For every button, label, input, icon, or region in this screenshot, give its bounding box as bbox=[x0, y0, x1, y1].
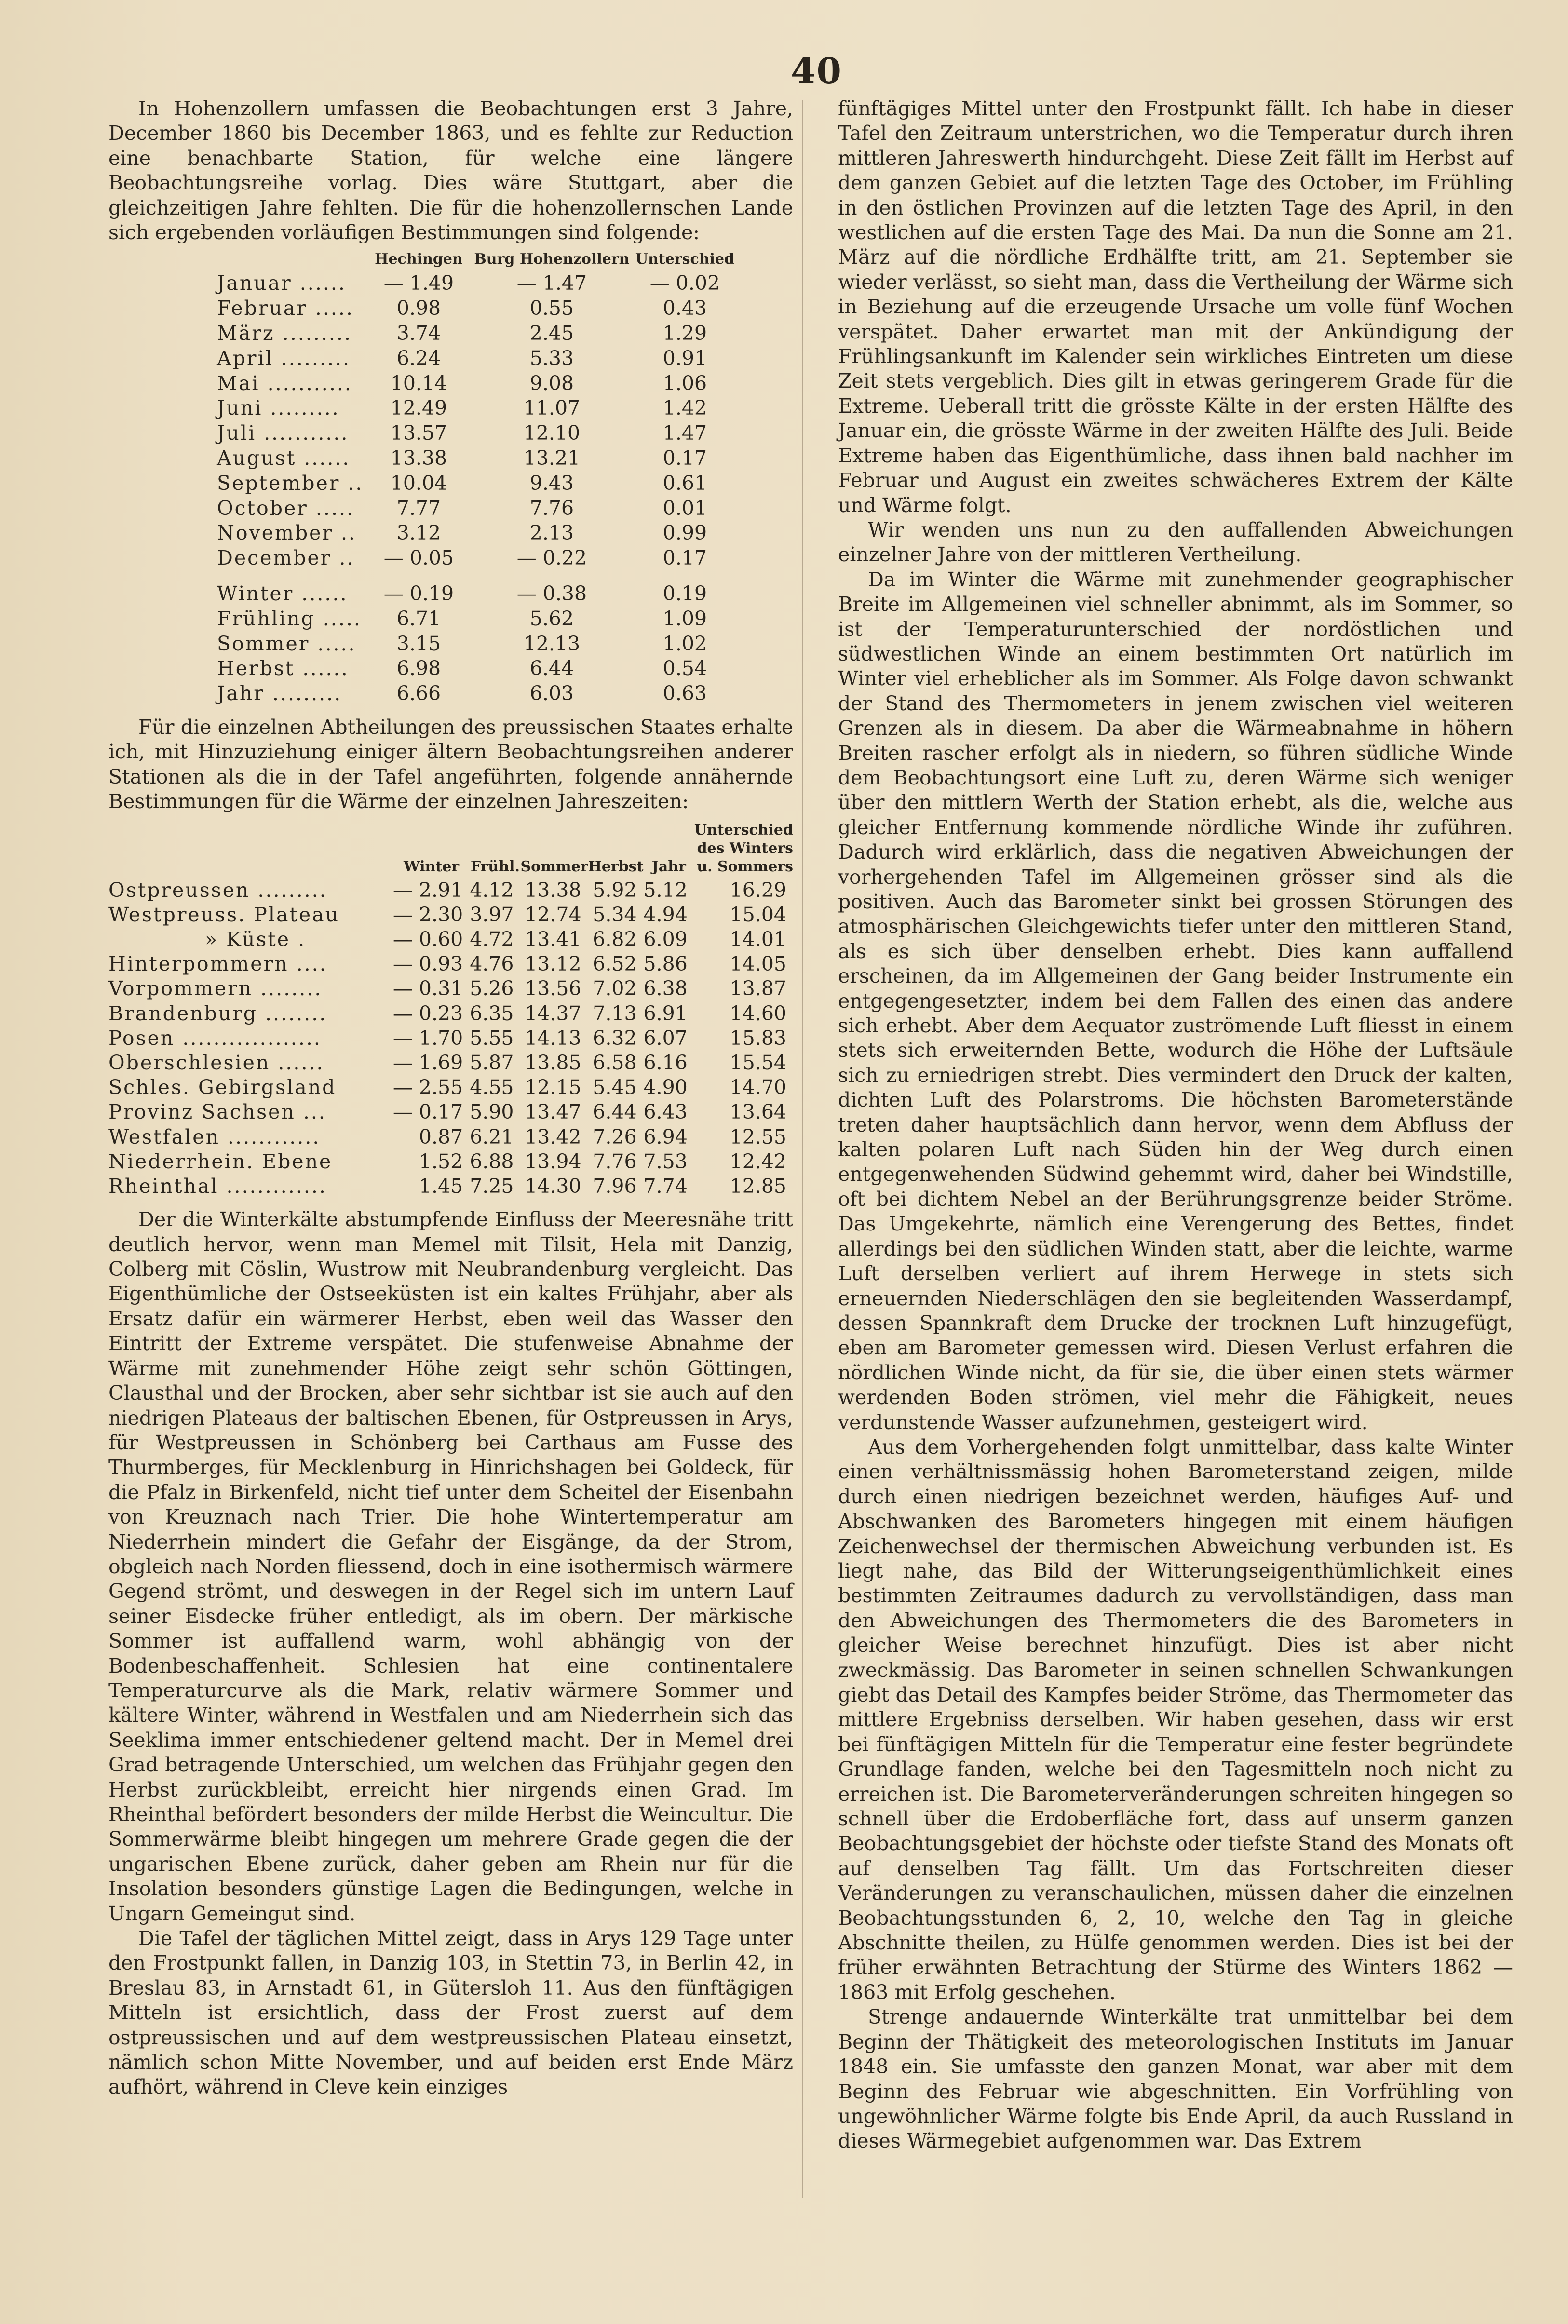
cell: 14.13 bbox=[525, 1026, 581, 1050]
cell: 6.91 bbox=[643, 1001, 688, 1025]
cell: 2.45 bbox=[529, 322, 574, 345]
table-row bbox=[217, 471, 740, 496]
hohenzollern-table bbox=[217, 251, 740, 706]
cell: 12.85 bbox=[730, 1175, 786, 1198]
cell: 4.94 bbox=[643, 903, 688, 926]
cell: 14.30 bbox=[525, 1175, 581, 1198]
cell: 6.38 bbox=[643, 977, 688, 1000]
cell: 3.74 bbox=[396, 322, 441, 345]
table-row bbox=[108, 1125, 793, 1149]
cell: — 0.02 bbox=[649, 271, 720, 295]
row-label: Herbst ...... bbox=[217, 657, 349, 680]
cell: 0.98 bbox=[396, 297, 441, 320]
cell: 4.12 bbox=[470, 878, 514, 902]
cell: 15.54 bbox=[730, 1051, 786, 1075]
table-row bbox=[217, 396, 740, 421]
table-header: Unterschied des Winters u. Sommers bbox=[694, 821, 793, 875]
cell: 0.63 bbox=[662, 682, 707, 705]
table-row bbox=[108, 952, 793, 976]
cell: 5.26 bbox=[470, 977, 514, 1000]
cell: 0.43 bbox=[662, 297, 707, 320]
cell: 12.10 bbox=[523, 421, 581, 445]
cell: 10.14 bbox=[390, 371, 447, 395]
page-number: 40 bbox=[791, 51, 842, 92]
row-label: Rheinthal ............. bbox=[108, 1175, 327, 1198]
cell: 14.70 bbox=[730, 1076, 786, 1099]
table-header-row bbox=[217, 251, 740, 271]
cell: 6.44 bbox=[529, 657, 574, 680]
cell: 1.09 bbox=[662, 607, 707, 630]
paragraph: Für die einzelnen Abtheilungen des preussischen Staates erhalte ich, mit Hinzuziehung einiger ältern Beobachtungsreihen anderer Stationen als die in der Tafel angeführten, folgende annähernde Bestimmungen für die Wärme der einzelnen Jahreszeiten: bbox=[108, 715, 793, 813]
row-label: November .. bbox=[217, 521, 357, 545]
cell: 5.45 bbox=[593, 1076, 637, 1099]
cell: 5.33 bbox=[529, 346, 574, 370]
cell: 7.76 bbox=[529, 496, 574, 520]
row-label: Frühling ..... bbox=[217, 607, 362, 630]
cell: — 0.93 bbox=[392, 952, 463, 976]
cell: 16.29 bbox=[730, 878, 786, 902]
table-row bbox=[217, 296, 740, 321]
cell: 6.07 bbox=[643, 1026, 688, 1050]
cell: 0.87 bbox=[419, 1125, 463, 1148]
prussia-seasons-table bbox=[108, 821, 793, 1199]
table-header: Winter bbox=[403, 858, 460, 875]
table-header: Herbst bbox=[588, 858, 644, 875]
cell: — 2.55 bbox=[392, 1076, 463, 1099]
cell: 13.87 bbox=[730, 977, 786, 1000]
cell: 1.06 bbox=[662, 371, 707, 395]
row-label: Oberschlesien ...... bbox=[108, 1051, 324, 1075]
row-label: August ...... bbox=[217, 446, 351, 470]
cell: 6.71 bbox=[396, 607, 441, 630]
cell: 6.88 bbox=[470, 1149, 514, 1173]
paragraph: Da im Winter die Wärme mit zunehmender geographischer Breite im Allgemeinen viel schneller abnimmt, als im Sommer, so ist der Temperaturunterschied der nordöstlichen und südwestlichen Winde an einem bestimmten Ort natürlich im Winter viel erheblicher als im Sommer. Als Folge davon schwankt der Stand des Thermometers in jenem zwischen viel weiteren Grenzen als in diesem. Da aber die Wärmeabnahme in höhern Breiten rascher erfolgt als in niedern, so führen südliche Winde dem Beobachtungsort eine Luft zu, deren Wärme sich weniger über den mittlern Werth der Station erhebt, als die, welche aus gleicher Entfernung kommende nördliche Winde ihr zuführen. Dadurch wird erklärlich, dass die negativen Abweichungen der vorhergehenden Tafel im Allgemeinen grösser sind als die positiven. Auch das Barometer sinkt bei grossen Störungen des atmosphärischen Gleichgewichts tiefer unter den mittleren Stand, als es sich über denselben erhebt. Dies kann auffallend erscheinen, da im Allgemeinen der Gang beider Instrumente ein entgegengesetzter, indem bei dem Fallen des einen das andere sich erhebt. Aber dem Aequator zuströmende Luft fliesst in einem stets sich erweiternden Bette, wodurch die Höhe der Luftsäule sich zu erniedrigen strebt. Dies vermindert den Druck der kalten, dichten Luft des Polarstroms. Die höchsten Barometerstände treten daher hauptsächlich dann hervor, wenn dem Abfluss der kalten polaren Luft nach Süden hin der Weg durch einen entgegenwehenden Südwind gehemmt wird, daher bei Windstille, oft bei dichtem Nebel an der Berührungsgrenze beider Ströme. Das Umgekehrte, nämlich eine Verengerung des Bettes, findet allerdings bei den südlichen Winden statt, aber die leichte, warme Luft derselben verliert auf ihrem Herwege in stets sich erneuernden Niederschlägen den sie begleitenden Wasserdampf, dessen Spannkraft dem Drucke der trocknen Luft hinzugefügt, eben am Barometer gemessen wird. Diesen Verlust erfahren die nördlichen Winde nicht, da für sie, die über einen stets wärmer werdenden Boden strömen, viel mehr die Fähigkeit, neues verdunstende Wasser aufzunehmen, gesteigert wird. bbox=[838, 567, 1513, 1434]
table-row bbox=[108, 1075, 793, 1100]
cell: 1.29 bbox=[662, 322, 707, 345]
cell: — 0.23 bbox=[392, 1001, 463, 1025]
table-row bbox=[217, 607, 740, 632]
cell: 7.77 bbox=[396, 496, 441, 520]
cell: 12.49 bbox=[390, 396, 447, 420]
cell: 0.19 bbox=[662, 582, 707, 605]
cell: 7.26 bbox=[593, 1125, 637, 1148]
row-label: September .. bbox=[217, 471, 364, 495]
paragraph: Der die Winterkälte abstumpfende Einfluss der Meeresnähe tritt deutlich hervor, wenn man Memel mit Tilsit, Hela mit Danzig, Colberg mit Cöslin, Wustrow mit Neubrandenburg vergleicht. Das Eigenthümliche der Ostseeküsten ist ein kaltes Frühjahr, aber als Ersatz dafür ein wärmerer Herbst, eben weil das Wasser den Eintritt der Extreme verspätet. Die stufenweise Abnahme der Wärme mit zunehmender Höhe zeigt sehr schön Göttingen, Clausthal und der Brocken, aber sehr sichtbar ist sie auch auf den niedrigen Plateaus der baltischen Ebenen, für Ostpreussen in Arys, für Westpreussen in Schönberg bei Carthaus am Fusse des Thurmberges, für Mecklenburg in Hinrichshagen bei Goldeck, für die Pfalz in Birkenfeld, nicht tief unter dem Scheitel der Eisenbahn von Kreuznach nach Trier. Die hohe Wintertemperatur am Niederrhein mindert die Gefahr der Eisgänge, da der Strom, obgleich nach Norden fliessend, doch in eine isothermisch wärmere Gegend strömt, und deswegen in der Regel sich im untern Lauf seiner Eisdecke früher entledigt, als im obern. Der märkische Sommer ist auffallend warm, wohl abhängig von der Bodenbeschaffenheit. Schlesien hat eine continentalere Temperaturcurve als die Mark, relativ wärmere Sommer und kältere Winter, während in Westfalen und am Niederrhein sich das Seeklima immer entschiedener geltend macht. Der in Memel drei Grad betragende Unterschied, um welchen das Frühjahr gegen den Herbst zurückbleibt, erreicht hier nirgends einen Grad. Im Rheinthal befördert besonders der milde Herbst die Weincultur. Die Sommerwärme bleibt hingegen um mehrere Grade gegen die der ungarischen Ebene zurück, daher geben am Rhein nur für die Insolation besonders günstige Lagen die Bedingungen, welche in Ungarn Gemeingut sind. bbox=[108, 1208, 793, 1925]
cell: 6.44 bbox=[593, 1100, 637, 1124]
intro-paragraph: In Hohenzollern umfassen die Beobachtungen erst 3 Jahre, December 1860 bis December 1863, und es fehlte zur Reduction eine benachbarte Station, für welche eine längere Beobachtungsreihe vorlag. Dies wäre Stuttgart, aber die gleichzeitigen Jahre fehlten. Die für die hohenzollernschen Lande sich ergebenden vorläufigen Bestimmungen sind folgende: bbox=[108, 97, 793, 244]
row-label: Westpreuss. Plateau bbox=[108, 903, 339, 926]
cell: 13.42 bbox=[525, 1125, 581, 1148]
column-divider bbox=[802, 100, 803, 2198]
cell: 6.66 bbox=[396, 682, 441, 705]
cell: 5.12 bbox=[643, 878, 688, 902]
table-row bbox=[217, 656, 740, 681]
table-body bbox=[108, 878, 793, 1199]
cell: — 1.47 bbox=[516, 271, 587, 295]
cell: 1.42 bbox=[662, 396, 707, 420]
cell: 6.82 bbox=[593, 928, 637, 951]
cell: 13.41 bbox=[525, 928, 581, 951]
cell: 5.90 bbox=[470, 1100, 514, 1124]
cell: 7.74 bbox=[643, 1175, 688, 1198]
cell: 9.08 bbox=[529, 371, 574, 395]
table-row bbox=[217, 421, 740, 446]
table-header: Jahr bbox=[651, 858, 686, 875]
table-row bbox=[217, 346, 740, 371]
cell: 6.98 bbox=[396, 657, 441, 680]
cell: 13.57 bbox=[390, 421, 447, 445]
table-row bbox=[108, 1149, 793, 1174]
row-label: Brandenburg ........ bbox=[108, 1001, 327, 1025]
cell: 6.09 bbox=[643, 928, 688, 951]
table-header-spacer bbox=[217, 251, 363, 271]
cell: 6.24 bbox=[396, 346, 441, 370]
table-header-row bbox=[108, 821, 793, 878]
table-header: Burg Hohenzollern bbox=[474, 251, 630, 268]
cell: 6.03 bbox=[529, 682, 574, 705]
cell: 13.38 bbox=[390, 446, 447, 470]
paragraph: fünftägiges Mittel unter den Frostpunkt fällt. Ich habe in dieser Tafel den Zeitraum unterstrichen, wo die Temperatur durch ihren mittleren Jahreswerth hindurchgeht. Diese Zeit fällt im Herbst auf dem ganzen Gebiet auf die letzten Tage des October, im Frühling in den östlichen Provinzen auf die letzten Tage des April, in den westlichen auf die ersten Tage des Mai. Da nun die Sonne am 21. März auf die nördliche Erdhälfte tritt, am 21. September sie wieder verlässt, so sieht man, dass die Vertheilung der Wärme sich in Beziehung auf die erzeugende Ursache um volle fünf Wochen verspätet. Daher erwartet man mit der Ankündigung der Frühlingsankunft im Kalender sein wirkliches Eintreten um diese Zeit stets vergeblich. Dies gilt in etwas geringerem Grade für die Extreme. Ueberall tritt die grösste Kälte in der ersten Hälfte des Januar ein, die grösste Wärme in der zweiten Hälfte des Juli. Beide Extreme haben das Eigenthümliche, dass ihnen bald nachher im Februar und August ein zweites schwächeres Extrem der Kälte und Wärme folgt. bbox=[838, 97, 1513, 517]
cell: 13.85 bbox=[525, 1051, 581, 1075]
cell: — 0.38 bbox=[516, 582, 587, 605]
cell: — 0.19 bbox=[383, 582, 454, 605]
paragraph: Strenge andauernde Winterkälte trat unmittelbar bei dem Beginn der Thätigkeit des meteorologischen Instituts im Januar 1848 ein. Sie umfasste den ganzen Monat, war aber mit dem Beginn des Februar wie abgeschnitten. Ein Vorfrühling von ungewöhnlicher Wärme folgte bis Ende April, da auch Russland in dieses Wärmegebiet aufgenommen war. Das Extrem bbox=[838, 2005, 1513, 2153]
cell: 5.62 bbox=[529, 607, 574, 630]
row-label: December .. bbox=[217, 546, 355, 570]
cell: 0.17 bbox=[662, 546, 707, 570]
left-column bbox=[108, 96, 793, 2100]
cell: 7.53 bbox=[643, 1149, 688, 1173]
cell: 7.02 bbox=[593, 977, 637, 1000]
cell: 13.64 bbox=[730, 1100, 786, 1124]
table-row bbox=[108, 1001, 793, 1026]
cell: 4.90 bbox=[643, 1076, 688, 1099]
cell: — 0.60 bbox=[392, 928, 463, 951]
cell: 7.13 bbox=[593, 1001, 637, 1025]
table-row bbox=[217, 371, 740, 396]
paragraph: Aus dem Vorhergehenden folgt unmittelbar, dass kalte Winter einen verhältnissmässig hohen Barometerstand zeigen, milde durch einen niedrigen bezeichnet werden, häufiges Auf- und Abschwanken des Barometers hingegen mit einem häufigen Zeichenwechsel der thermischen Abweichung verbunden ist. Es liegt nahe, das Bild der Witterungseigenthümlichkeit eines bestimmten Zeitraumes dadurch zu vervollständigen, dass man den Abweichungen des Thermometers die des Barometers in gleicher Weise berechnet hinzufügt. Dies ist aber nicht zweckmässig. Das Barometer in seinen schnellen Schwankungen giebt das Detail des Kampfes beider Ströme, das Thermometer das mittlere Ergebniss derselben. Wir haben gesehen, dass wir erst bei fünftägigen Mitteln für die Temperatur eine fester begründete Grundlage fanden, welche bei den Tagesmitteln noch nicht zu erreichen ist. Die Barometerveränderungen schreiten hingegen so schnell über die Erdoberfläche fort, dass auf unserm ganzen Beobachtungsgebiet der höchste oder tiefste Stand des Monats oft auf denselben Tag fällt. Um das Fortschreiten dieser Veränderungen zu veranschaulichen, müssen daher die einzelnen Beobachtungsstunden 6, 2, 10, welche den Tag in gleiche Abschnitte theilen, zu Hülfe genommen werden. Dies ist bei der früher erwähnten Betrachtung der Stürme des Winters 1862 — 1863 mit Erfolg geschehen. bbox=[838, 1435, 1513, 2004]
cell: 5.92 bbox=[593, 878, 637, 902]
table-header: Unterschied bbox=[635, 251, 735, 268]
row-label: Schles. Gebirgsland bbox=[108, 1076, 337, 1099]
cell: 11.07 bbox=[523, 396, 581, 420]
row-label: Winter ...... bbox=[217, 582, 348, 605]
cell: 9.43 bbox=[529, 471, 574, 495]
cell: — 0.22 bbox=[516, 546, 587, 570]
table-header: Sommer bbox=[520, 858, 588, 875]
cell: — 2.91 bbox=[392, 878, 463, 902]
cell: 6.16 bbox=[643, 1051, 688, 1075]
cell: 15.83 bbox=[730, 1026, 786, 1050]
cell: 6.35 bbox=[470, 1001, 514, 1025]
cell: 13.38 bbox=[525, 878, 581, 902]
row-label: October ..... bbox=[217, 496, 355, 520]
cell: 12.13 bbox=[523, 632, 581, 655]
paragraph: Die Tafel der täglichen Mittel zeigt, dass in Arys 129 Tage unter den Frostpunkt fallen, in Danzig 103, in Stettin 73, in Berlin 42, in Breslau 83, in Arnstadt 61, in Gütersloh 11. Aus den fünftägigen Mitteln ist ersichtlich, dass der Frost zuerst auf dem ostpreussischen und auf dem westpreussischen Plateau einsetzt, nämlich schon Mitte November, und auf beiden erst Ende März aufhört, während in Cleve kein einziges bbox=[108, 1927, 793, 2099]
table-header-spacer bbox=[108, 821, 393, 878]
row-label: Hinterpommern .... bbox=[108, 952, 327, 976]
cell: 1.52 bbox=[419, 1149, 463, 1173]
row-label: Posen .................. bbox=[108, 1026, 322, 1050]
cell: 6.52 bbox=[593, 952, 637, 976]
cell: 4.76 bbox=[470, 952, 514, 976]
row-label: Ostpreussen ......... bbox=[108, 878, 327, 902]
cell: 2.13 bbox=[529, 521, 574, 545]
cell: 12.74 bbox=[525, 903, 581, 926]
cell: 12.55 bbox=[730, 1125, 786, 1148]
cell: 5.86 bbox=[643, 952, 688, 976]
table-row bbox=[108, 1051, 793, 1075]
table-row bbox=[108, 927, 793, 952]
cell: 7.76 bbox=[593, 1149, 637, 1173]
paragraph: Wir wenden uns nun zu den auffallenden Abweichungen einzelner Jahre von der mittleren Vertheilung. bbox=[838, 518, 1513, 567]
cell: 6.94 bbox=[643, 1125, 688, 1148]
row-label: Westfalen ............ bbox=[108, 1125, 321, 1148]
cell: 14.05 bbox=[730, 952, 786, 976]
cell: 7.96 bbox=[593, 1175, 637, 1198]
table-row bbox=[217, 321, 740, 346]
row-label: Februar ..... bbox=[217, 297, 354, 320]
cell: — 1.69 bbox=[392, 1051, 463, 1075]
cell: 5.34 bbox=[593, 903, 637, 926]
cell: 12.15 bbox=[525, 1076, 581, 1099]
cell: 0.01 bbox=[662, 496, 707, 520]
cell: — 0.17 bbox=[392, 1100, 463, 1124]
row-label: » Küste . bbox=[205, 928, 306, 951]
cell: 5.55 bbox=[470, 1026, 514, 1050]
row-label: Januar ...... bbox=[217, 271, 346, 295]
row-label: April ......... bbox=[217, 346, 351, 370]
cell: — 2.30 bbox=[392, 903, 463, 926]
cell: 4.55 bbox=[470, 1076, 514, 1099]
cell: 6.21 bbox=[470, 1125, 514, 1148]
table-row bbox=[217, 271, 740, 296]
cell: 3.15 bbox=[396, 632, 441, 655]
cell: 15.04 bbox=[730, 903, 786, 926]
row-label: Mai ........... bbox=[217, 371, 352, 395]
table-row bbox=[108, 903, 793, 927]
cell: 10.04 bbox=[390, 471, 447, 495]
table-row bbox=[108, 1174, 793, 1199]
row-label: Provinz Sachsen ... bbox=[108, 1100, 326, 1124]
table-header: Hechingen bbox=[375, 251, 463, 268]
cell: 13.21 bbox=[523, 446, 581, 470]
cell: 0.54 bbox=[662, 657, 707, 680]
table-row bbox=[108, 1100, 793, 1124]
table-row bbox=[108, 1026, 793, 1051]
cell: 0.99 bbox=[662, 521, 707, 545]
table-row bbox=[217, 681, 740, 706]
right-column bbox=[838, 96, 1513, 2154]
row-label: Juni ......... bbox=[217, 396, 340, 420]
cell: — 0.05 bbox=[383, 546, 454, 570]
cell: 3.97 bbox=[470, 903, 514, 926]
row-label: Niederrhein. Ebene bbox=[108, 1149, 333, 1173]
cell: 6.58 bbox=[593, 1051, 637, 1075]
cell: 13.47 bbox=[525, 1100, 581, 1124]
table-row bbox=[217, 632, 740, 657]
cell: 1.45 bbox=[419, 1175, 463, 1198]
cell: — 0.31 bbox=[392, 977, 463, 1000]
table-row bbox=[217, 546, 740, 571]
table-header: Frühl. bbox=[470, 858, 520, 875]
table-row bbox=[108, 976, 793, 1001]
row-label: Vorpommern ........ bbox=[108, 977, 323, 1000]
cell: 0.17 bbox=[662, 446, 707, 470]
table-row bbox=[217, 571, 740, 607]
cell: 13.94 bbox=[525, 1149, 581, 1173]
cell: 0.61 bbox=[662, 471, 707, 495]
cell: 1.47 bbox=[662, 421, 707, 445]
table-row bbox=[217, 496, 740, 521]
cell: 3.12 bbox=[396, 521, 441, 545]
cell: 13.12 bbox=[525, 952, 581, 976]
cell: 13.56 bbox=[525, 977, 581, 1000]
cell: 5.87 bbox=[470, 1051, 514, 1075]
cell: 0.91 bbox=[662, 346, 707, 370]
table-row bbox=[217, 446, 740, 471]
row-label: März ......... bbox=[217, 322, 352, 345]
cell: 0.55 bbox=[529, 297, 574, 320]
cell: — 1.49 bbox=[383, 271, 454, 295]
cell: 7.25 bbox=[470, 1175, 514, 1198]
table-row bbox=[108, 878, 793, 903]
cell: — 1.70 bbox=[392, 1026, 463, 1050]
table-row bbox=[217, 521, 740, 546]
row-label: Sommer ..... bbox=[217, 632, 356, 655]
cell: 14.60 bbox=[730, 1001, 786, 1025]
cell: 4.72 bbox=[470, 928, 514, 951]
cell: 1.02 bbox=[662, 632, 707, 655]
cell: 6.43 bbox=[643, 1100, 688, 1124]
cell: 14.01 bbox=[730, 928, 786, 951]
cell: 12.42 bbox=[730, 1149, 786, 1173]
cell: 14.37 bbox=[525, 1001, 581, 1025]
row-label: Juli ........... bbox=[217, 421, 349, 445]
row-label: Jahr ......... bbox=[217, 682, 342, 705]
cell: 6.32 bbox=[593, 1026, 637, 1050]
